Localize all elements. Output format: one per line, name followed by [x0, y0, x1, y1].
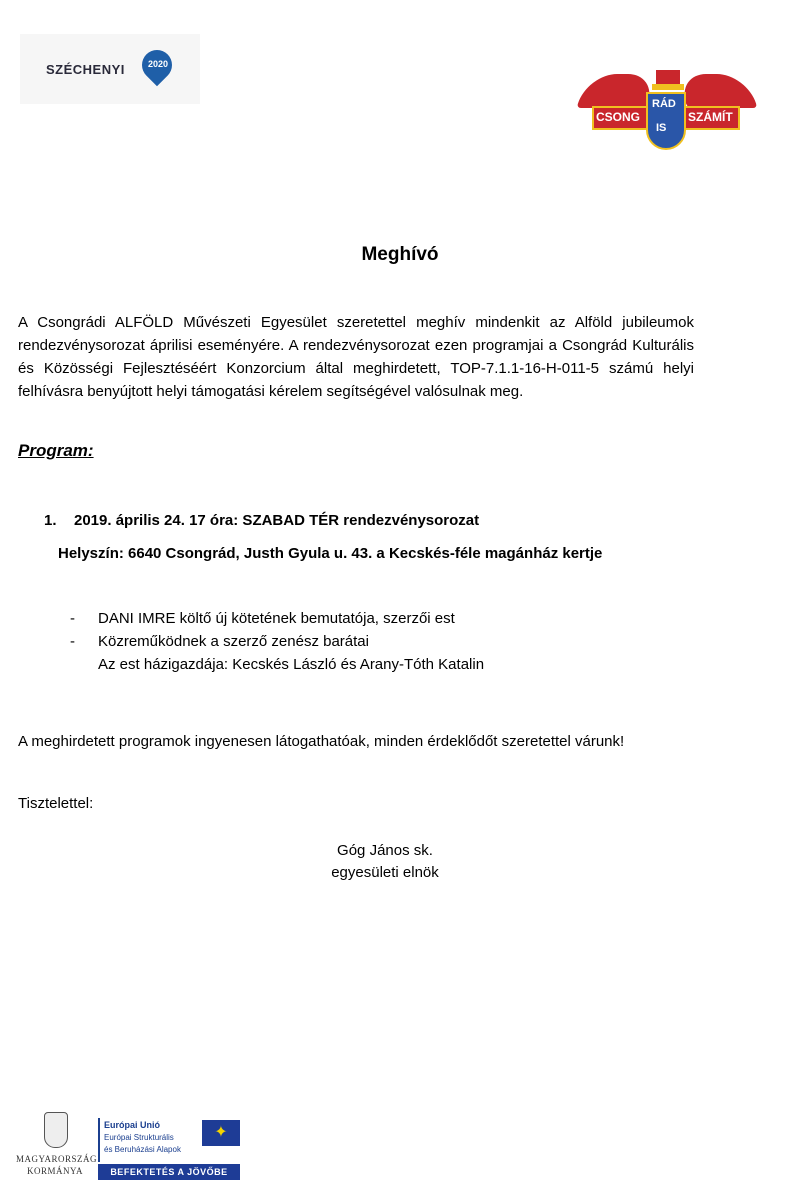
program-item-number: 1.	[44, 512, 57, 529]
gov-logo-line2: KORMÁNYA	[26, 1166, 83, 1176]
signature-block	[0, 840, 770, 884]
coat-of-arms-icon	[44, 1112, 68, 1148]
program-item	[44, 512, 479, 529]
eu-flag-icon: ✦	[202, 1120, 240, 1146]
eu-logo-line3: és Beruházási Alapok	[104, 1145, 181, 1154]
signer-role: egyesületi elnök	[331, 864, 439, 881]
hosts-line: Az est házigazdája: Kecskés László és Arany-Tóth Katalin	[98, 656, 485, 673]
szechenyi-2020-logo	[20, 34, 200, 104]
program-location: Helyszín: 6640 Csongrád, Justh Gyula u. 43. a Kecskés-féle magánház kertje	[58, 545, 603, 562]
right-wing-ornament	[676, 74, 757, 108]
eu-logo-line2: Európai Strukturális	[104, 1133, 174, 1142]
intro-paragraph: A Csongrádi ALFÖLD Művészeti Egyesület szeretettel meghív mindenkit az Alföld jubileumok rendezvénysorozat áprilisi eseményére. A rendezvénysorozat ezen programjai a Csongrád Kulturális és Közösségi Fejlesztéséért Konzorcium által meghirdetett, TOP-7.1.1-16-H-011-5 számú helyi felhívásra benyújtott helyi támogatási kérelem segítségével valósulnak meg.	[18, 314, 694, 400]
eu-funding-logo	[98, 1118, 240, 1180]
eu-logo-title: Európai Unió	[104, 1120, 160, 1130]
bullet-dash: -	[70, 633, 75, 650]
bullet-dash: -	[70, 610, 75, 627]
crown-icon	[656, 70, 680, 86]
csongrad-is-szamit-logo	[578, 64, 754, 154]
szechenyi-logo-word: SZÉCHENYI	[46, 62, 125, 77]
closing-paragraph: A meghirdetett programok ingyenesen látogathatóak, minden érdeklődőt szeretettel várunk!	[18, 733, 625, 750]
logo-text-middle: RÁD	[652, 98, 676, 110]
logo-text-bottom: IS	[656, 122, 667, 134]
szechenyi-logo-year: 2020	[147, 59, 169, 69]
logo-text-left: CSONG	[596, 110, 641, 124]
program-item-title: 2019. április 24. 17 óra: SZABAD TÉR rendezvénysorozat	[74, 512, 480, 529]
page-title: Meghívó	[361, 244, 439, 265]
logo-text-right: SZÁMÍT	[688, 110, 733, 124]
bullet-item: DANI IMRE költő új kötetének bemutatója, szerzői est	[98, 610, 455, 627]
eu-logo-band: BEFEKTETÉS A JÖVŐBE	[98, 1164, 240, 1180]
program-heading: Program:	[18, 441, 94, 460]
eu-logo-divider	[98, 1118, 100, 1162]
signer-name: Góg János sk.	[337, 842, 433, 859]
hungarian-government-logo	[16, 1110, 98, 1182]
regards-text: Tisztelettel:	[18, 795, 94, 812]
gov-logo-line1: MAGYARORSZÁG	[16, 1154, 98, 1164]
bullet-item: Közreműködnek a szerző zenész barátai	[98, 633, 369, 650]
